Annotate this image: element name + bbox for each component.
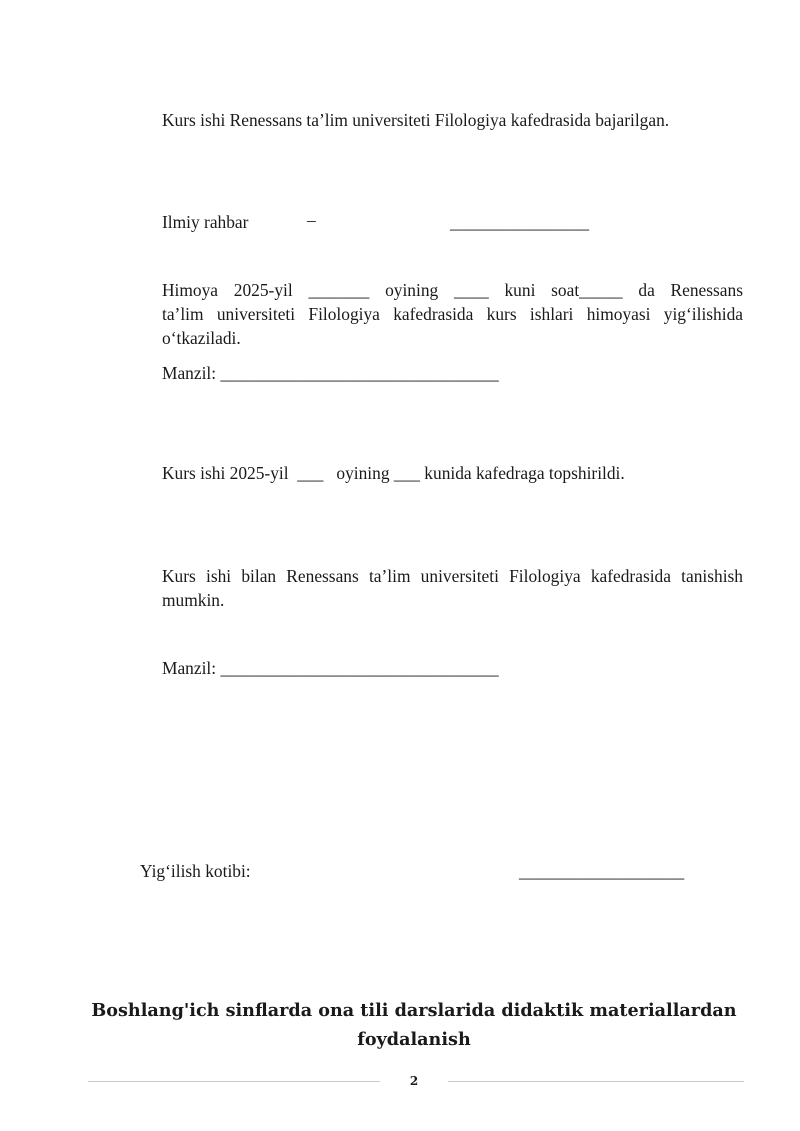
defense-line-1: Himoya 2025-yil _______ oyining ____ kuni soat_____ da Renessans <box>162 280 743 300</box>
supervisor-dash: – <box>307 210 316 230</box>
address-line-2: Manzil: ________________________________ <box>162 658 499 678</box>
secretary-signature-blank: ___________________ <box>519 861 685 881</box>
footer-rule-right <box>448 1081 744 1082</box>
secretary-label: Yig‘ilish kotibi: <box>140 861 251 881</box>
footer-rule-left <box>88 1081 380 1082</box>
defense-line-2: ta’lim universiteti Filologiya kafedrasida kurs ishlari himoyasi yig‘ilishida <box>162 304 743 324</box>
review-line-1: Kurs ishi bilan Renessans ta’lim universiteti Filologiya kafedrasida tanishish <box>162 566 743 586</box>
supervisor-signature-blank: ________________ <box>450 212 590 232</box>
defense-line-3: o‘tkaziladi. <box>162 328 241 348</box>
address-line-1: Manzil: ________________________________ <box>162 363 499 383</box>
intro-text: Kurs ishi Renessans ta’lim universiteti Filologiya kafedrasida bajarilgan. <box>162 110 670 130</box>
title-line-1: Boshlang'ich sinflarda ona tili darslarida didaktik materiallardan <box>91 1000 737 1021</box>
review-line-2: mumkin. <box>162 590 225 610</box>
submission-text: Kurs ishi 2025-yil ___ oyining ___ kunida kafedraga topshirildi. <box>162 463 625 483</box>
page-number: 2 <box>409 1074 419 1088</box>
title-line-2: foydalanish <box>357 1029 471 1050</box>
supervisor-label: Ilmiy rahbar <box>162 212 249 232</box>
